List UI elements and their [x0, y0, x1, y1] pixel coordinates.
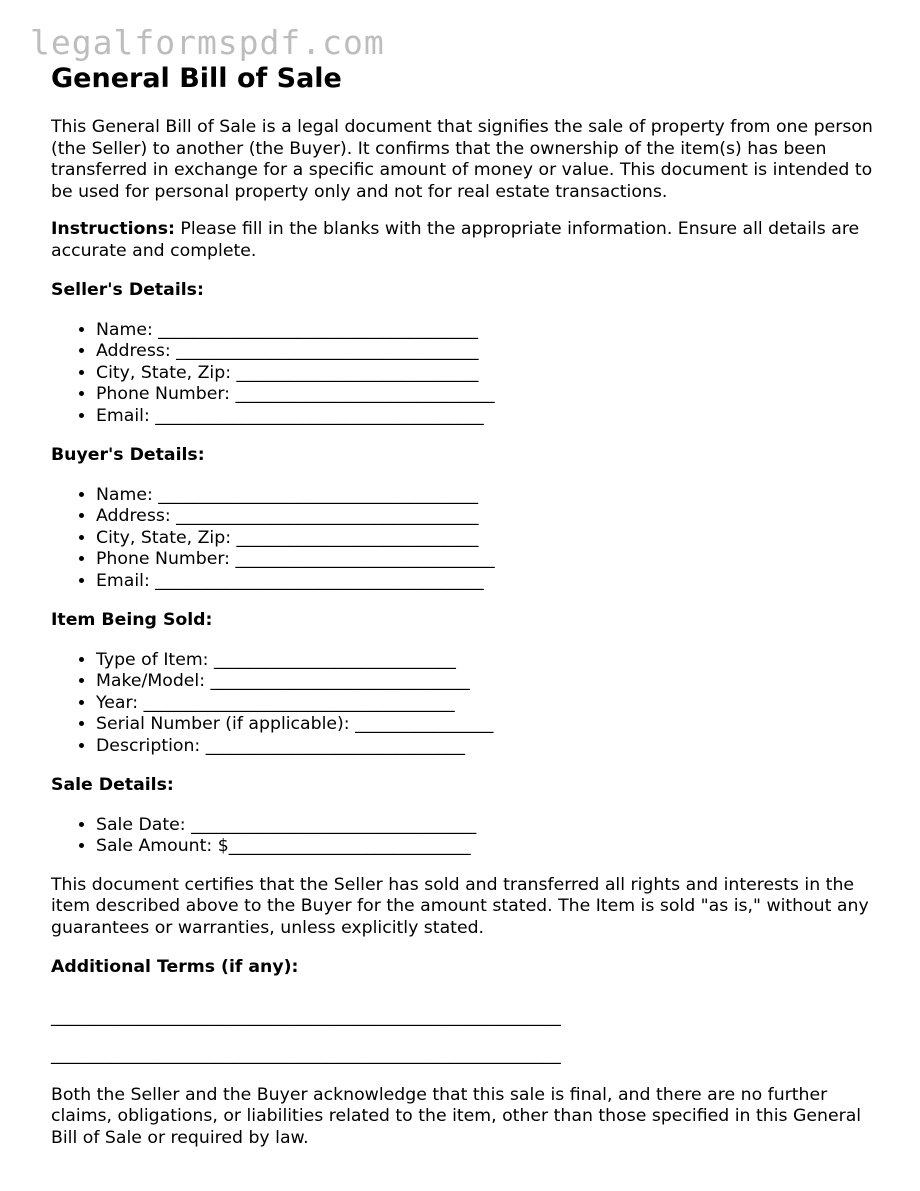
- buyer-details-list: [51, 485, 881, 593]
- buyer-city-state-zip-field[interactable]: • City, State, Zip: ____________________________: [96, 528, 881, 550]
- seller-details-list: [51, 320, 881, 428]
- item-description-field[interactable]: • Description: ______________________________: [96, 736, 881, 758]
- intro-paragraph: This General Bill of Sale is a legal document that signifies the sale of property from one person (the Seller) to another (the Buyer). It confirms that the ownership of the item(s) has been transferred in exchange for a specific amount of money or value. This document is intended to be used for personal property only and not for real estate transactions.: [51, 117, 873, 202]
- certification-paragraph: This document certifies that the Seller has sold and transferred all rights and interests in the item described above to the Buyer for the amount stated. The Item is sold "as is," without any guarantees or warranties, unless explicitly stated.: [51, 874, 869, 938]
- additional-terms-line-1[interactable]: ___________________________________________________________: [51, 1006, 561, 1027]
- buyer-email-field[interactable]: • Email: ______________________________________: [96, 571, 881, 593]
- document: [51, 62, 881, 1149]
- sale-details-list: [51, 815, 881, 858]
- buyer-heading: Buyer's Details:: [51, 445, 205, 465]
- sale-date-field[interactable]: • Sale Date: _________________________________: [96, 815, 881, 837]
- instructions-text: Please fill in the blanks with the appropriate information. Ensure all details are accurate and complete.: [51, 219, 860, 261]
- sale-heading: Sale Details:: [51, 775, 174, 795]
- sale-amount-field[interactable]: • Sale Amount: $____________________________: [96, 836, 881, 858]
- buyer-phone-field[interactable]: • Phone Number: ______________________________: [96, 549, 881, 571]
- item-details-list: [51, 650, 881, 758]
- item-make-model-field[interactable]: • Make/Model: ______________________________: [96, 671, 881, 693]
- item-serial-number-field[interactable]: • Serial Number (if applicable): ________________: [96, 714, 881, 736]
- seller-city-state-zip-field[interactable]: • City, State, Zip: ____________________________: [96, 363, 881, 385]
- buyer-address-field[interactable]: • Address: ___________________________________: [96, 506, 881, 528]
- page-title: General Bill of Sale: [51, 63, 342, 94]
- item-heading: Item Being Sold:: [51, 610, 213, 630]
- item-year-field[interactable]: • Year: ____________________________________: [96, 693, 881, 715]
- seller-email-field[interactable]: • Email: ______________________________________: [96, 406, 881, 428]
- seller-name-field[interactable]: • Name: _____________________________________: [96, 320, 881, 342]
- instructions-paragraph: [51, 219, 881, 262]
- buyer-name-field[interactable]: • Name: _____________________________________: [96, 485, 881, 507]
- seller-phone-field[interactable]: • Phone Number: ______________________________: [96, 384, 881, 406]
- seller-heading: Seller's Details:: [51, 280, 204, 300]
- item-type-field[interactable]: • Type of Item: ____________________________: [96, 650, 881, 672]
- seller-address-field[interactable]: • Address: ___________________________________: [96, 341, 881, 363]
- additional-terms-heading: Additional Terms (if any):: [51, 957, 299, 977]
- closing-paragraph: Both the Seller and the Buyer acknowledge that this sale is final, and there are no further claims, obligations, or liabilities related to the item, other than those specified in this General Bill of Sale or required by law.: [51, 1084, 862, 1148]
- instructions-label: Instructions:: [51, 219, 175, 239]
- watermark: legalformspdf.com: [30, 23, 385, 62]
- additional-terms-line-2[interactable]: ___________________________________________________________: [51, 1045, 561, 1065]
